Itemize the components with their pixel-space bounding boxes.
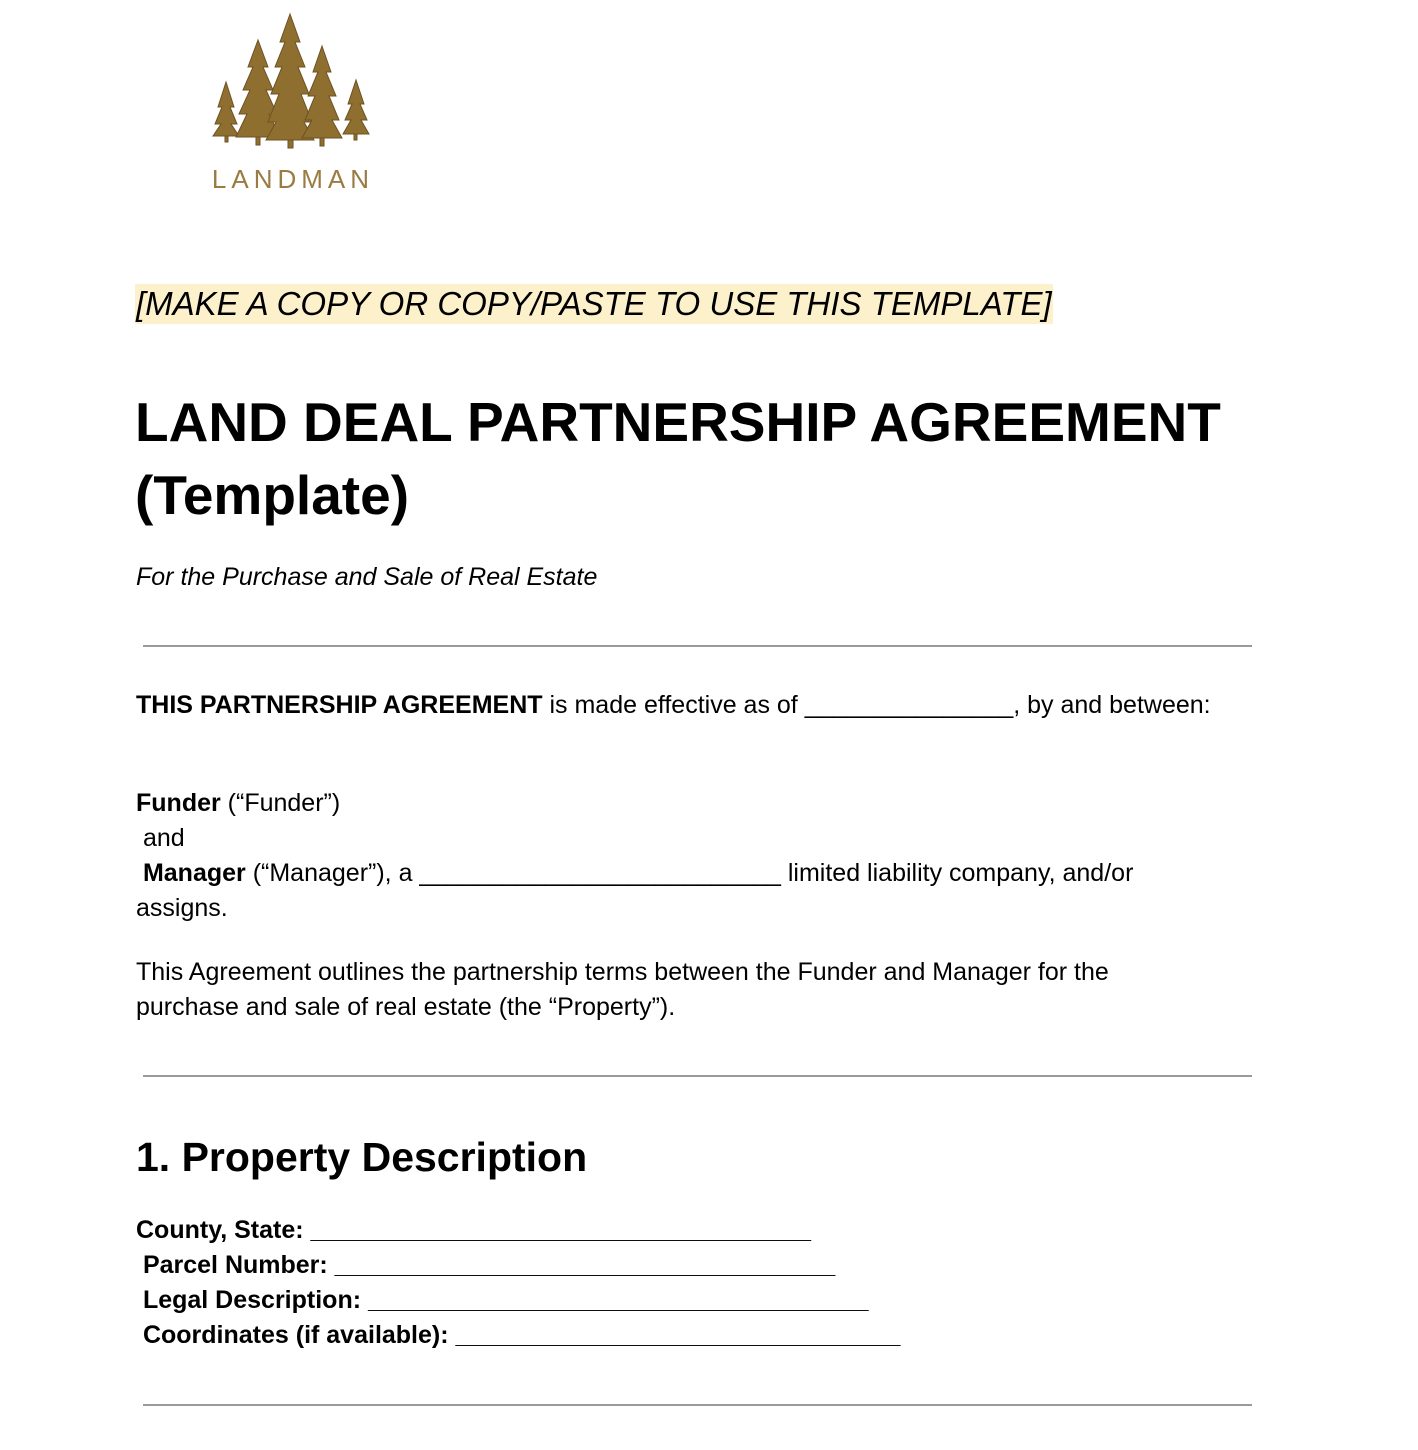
intro-paragraph	[136, 688, 1216, 723]
section-1-heading: 1. Property Description	[136, 1134, 588, 1180]
manager-label: Manager	[142, 859, 246, 887]
landman-logo	[206, 12, 380, 196]
parcel-number-field: Parcel Number: ____________________________________	[136, 1251, 836, 1279]
title-line-1: LAND DEAL PARTNERSHIP AGREEMENT	[135, 391, 1221, 453]
divider-1	[143, 645, 1252, 647]
parties-block	[136, 786, 1216, 926]
funder-label: Funder	[136, 789, 221, 817]
title-line-2: (Template)	[135, 464, 410, 526]
divider-3	[143, 1404, 1252, 1406]
and-connector: and	[136, 824, 185, 852]
divider-2	[143, 1075, 1252, 1077]
funder-alias: (“Funder”)	[220, 789, 341, 817]
manager-description: (“Manager”), a __________________________ limited liability company, and/or assigns.	[136, 859, 1141, 922]
page-title	[135, 386, 1275, 532]
intro-bold-lead: THIS PARTNERSHIP AGREEMENT	[136, 691, 543, 719]
county-state-field: County, State: ____________________________________	[136, 1216, 812, 1244]
legal-description-field: Legal Description: ____________________________________	[136, 1286, 869, 1314]
subtitle: For the Purchase and Sale of Real Estate	[136, 563, 598, 591]
logo-text: LANDMAN	[211, 164, 375, 194]
intro-text: is made effective as of _______________, by and between:	[542, 691, 1211, 719]
property-fields	[136, 1213, 900, 1353]
purpose-paragraph: This Agreement outlines the partnership terms between the Funder and Manager for the purchase and sale of real estate (the “Property”).	[136, 958, 1109, 1021]
template-copy-banner: [MAKE A COPY OR COPY/PASTE TO USE THIS TEMPLATE]	[136, 285, 1052, 322]
coordinates-field: Coordinates (if available): ________________________________	[136, 1321, 901, 1349]
pine-trees-icon	[206, 12, 380, 152]
